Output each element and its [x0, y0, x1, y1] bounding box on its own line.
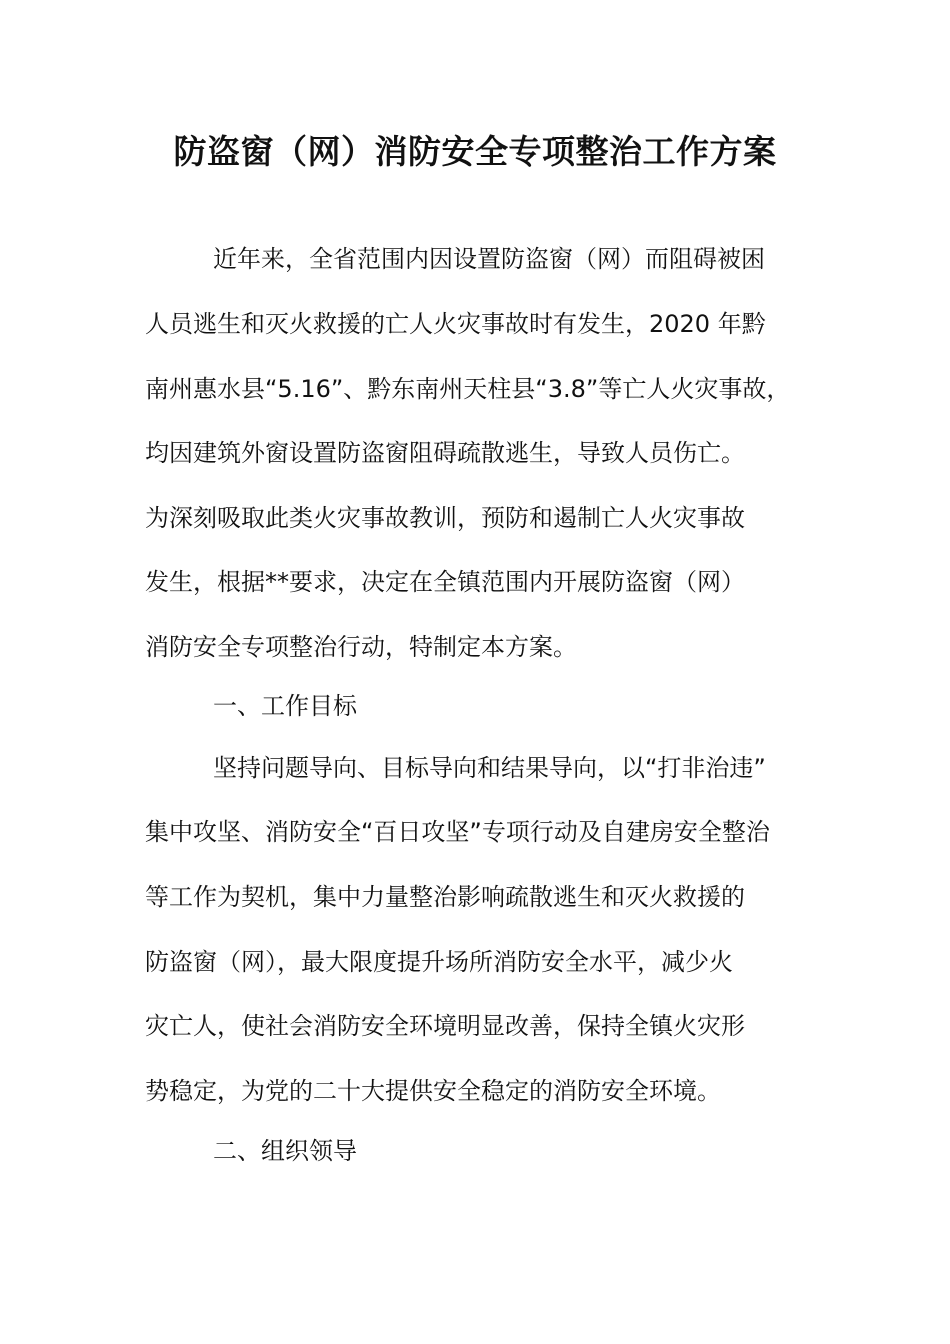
text-line: 近年来，全省范围内因设置防盗窗（网）而阻碍被困 [213, 245, 765, 273]
text-line: 坚持问题导向、目标导向和结果导向，以“打非治违” [213, 754, 766, 782]
text-line: 防盗窗（网），最大限度提升场所消防安全水平，减少火 [145, 948, 733, 976]
text-line: 为深刻吸取此类火灾事故教训，预防和遏制亡人火灾事故 [145, 504, 745, 532]
section-heading-work-goals: 一、工作目标 [213, 692, 357, 720]
text-line: 势稳定，为党的二十大提供安全稳定的消防安全环境。 [145, 1077, 721, 1105]
text-line: 灾亡人，使社会消防安全环境明显改善，保持全镇火灾形 [145, 1012, 745, 1040]
text-line: 等工作为契机，集中力量整治影响疏散逃生和灭火救援的 [145, 883, 745, 911]
text-line: 集中攻坚、消防安全“百日攻坚”专项行动及自建房安全整治 [145, 818, 770, 846]
text-line: 发生，根据**要求，决定在全镇范围内开展防盗窗（网） [145, 568, 745, 596]
document-title: 防盗窗（网）消防安全专项整治工作方案 [173, 132, 777, 171]
text-line: 人员逃生和灭火救援的亡人火灾事故时有发生，2020 年黔 [145, 310, 766, 338]
text-line: 均因建筑外窗设置防盗窗阻碍疏散逃生，导致人员伤亡。 [145, 439, 745, 467]
section-heading-organization: 二、组织领导 [213, 1137, 357, 1165]
text-line: 消防安全专项整治行动，特制定本方案。 [145, 633, 577, 661]
text-line: 南州惠水县“5.16”、黔东南州天柱县“3.8”等亡人火灾事故， [145, 375, 791, 403]
